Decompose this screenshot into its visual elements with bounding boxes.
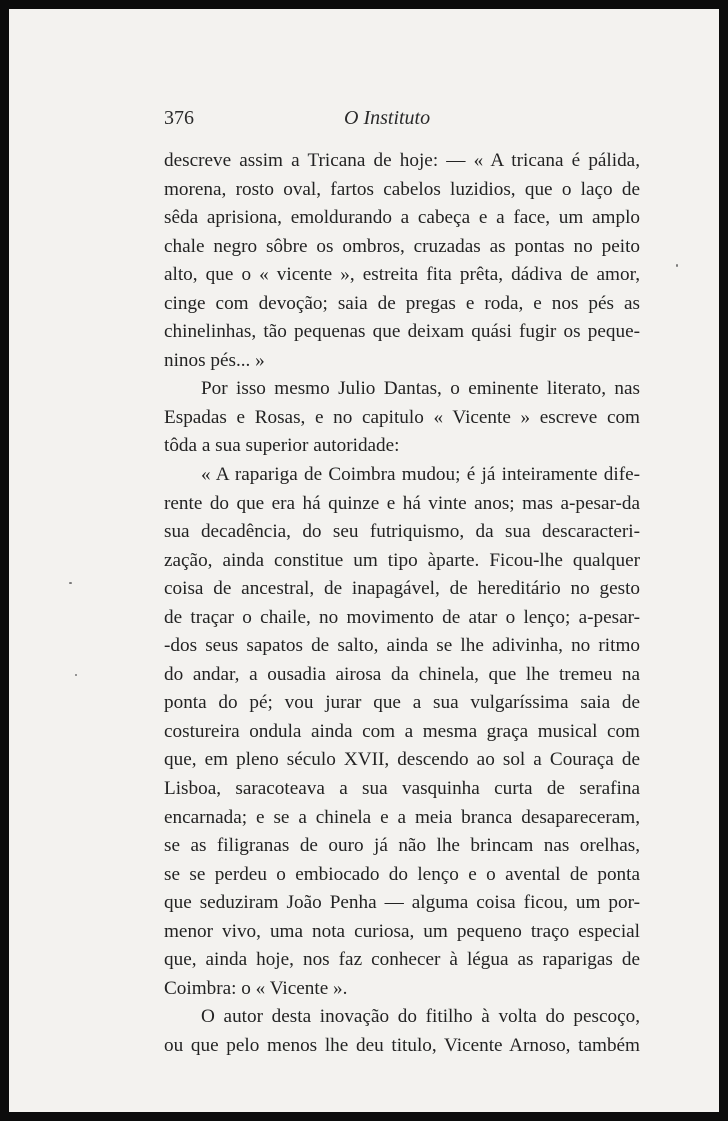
text-line: Espadas e Rosas, e no capitulo « Vicente » escreve com: [164, 406, 640, 428]
text-line: sua decadência, do seu futriquismo, da sua descaracteri-: [164, 521, 640, 543]
text-line: zação, ainda constitue um tipo àparte. Ficou-lhe qualquer: [164, 549, 640, 571]
text-line: ninos pés... »: [164, 349, 265, 371]
text-line: descreve assim a Tricana de hoje: — « A tricana é pálida,: [164, 150, 640, 171]
text-line: que, em pleno século XVII, descendo ao sol a Couraça de: [164, 749, 640, 771]
text-line: ponta do pé; vou jurar que a sua vulgaríssima saia de: [164, 692, 640, 714]
text-line: chinelinhas, tão pequenas que deixam quási fugir os peque-: [164, 321, 640, 343]
paper-speck: [69, 582, 72, 584]
page-number: 376: [164, 107, 194, 129]
text-line: « A rapariga de Coimbra mudou; é já inteiramente dife-: [201, 464, 640, 486]
text-line: de traçar o chaile, no movimento de atar o lenço; a-pesar-: [164, 606, 640, 628]
text-line: se se perdeu o embiocado do lenço e o avental de ponta: [164, 863, 640, 885]
paper-speck: [676, 264, 678, 267]
text-line: ou que pelo menos lhe deu titulo, Vicente Arnoso, também: [164, 1034, 640, 1056]
body-text: [164, 147, 640, 1061]
text-line: encarnada; e se a chinela e a meia branca desapareceram,: [164, 806, 640, 828]
text-line: alto, que o « vicente », estreita fita prêta, dádiva de amor,: [164, 264, 640, 286]
text-line: que, ainda hoje, nos faz conhecer à légua as raparigas de: [164, 949, 640, 971]
text-line: menor vivo, uma nota curiosa, um pequeno traço especial: [164, 920, 640, 942]
text-line: tôda a sua superior autoridade:: [164, 435, 400, 457]
text-line: -dos seus sapatos de salto, ainda se lhe adivinha, no ritmo: [164, 635, 640, 657]
text-line: que seduziram João Penha — alguma coisa ficou, um por-: [164, 892, 640, 914]
text-line: sêda aprisiona, emoldurando a cabeça e a face, um amplo: [164, 207, 640, 229]
text-line: rente do que era há quinze e há vinte anos; mas a-pesar-da: [164, 492, 640, 514]
book-page: [9, 9, 719, 1112]
text-line: costureira ondula ainda com a mesma graça musical com: [164, 720, 640, 742]
text-line: O autor desta inovação do fitilho à volta do pescoço,: [201, 1006, 640, 1028]
text-line: do andar, a ousadia airosa da chinela, que lhe tremeu na: [164, 663, 640, 685]
text-line: chale negro sôbre os ombros, cruzadas as pontas no peito: [164, 235, 640, 257]
journal-title: O Instituto: [344, 107, 431, 129]
text-line: morena, rosto oval, fartos cabelos luzidios, que o laço de: [164, 178, 640, 200]
text-line: se as filigranas de ouro já não lhe brincam nas orelhas,: [164, 835, 640, 857]
paper-speck: [75, 674, 77, 676]
text-line: Lisboa, saracoteava a sua vasquinha curta de serafina: [164, 778, 640, 800]
text-line: cinge com devoção; saia de pregas e roda, e nos pés as: [164, 292, 640, 314]
text-line: Por isso mesmo Julio Dantas, o eminente literato, nas: [201, 378, 640, 400]
running-header: [164, 107, 639, 137]
text-line: coisa de ancestral, de inapagável, de hereditário no gesto: [164, 578, 640, 600]
text-line: Coimbra: o « Vicente ».: [164, 977, 348, 999]
